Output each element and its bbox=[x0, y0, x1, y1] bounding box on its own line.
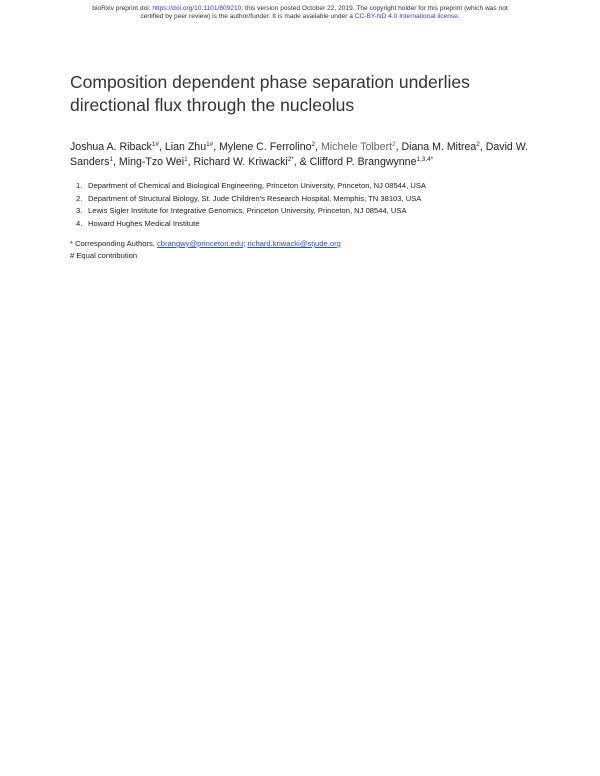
author bbox=[219, 141, 321, 153]
author-name: Lian Zhu bbox=[164, 141, 207, 153]
author-separator: , bbox=[213, 141, 220, 153]
affiliation-list bbox=[70, 180, 550, 230]
affiliation-number: 1. bbox=[76, 181, 83, 190]
author bbox=[165, 141, 219, 153]
email-link-kriwacki[interactable]: richard.kriwacki@stjude.org bbox=[247, 239, 341, 248]
author-name: Richard W. Kriwacki bbox=[193, 155, 288, 168]
equal-contribution-note: # Equal contribution bbox=[70, 251, 138, 261]
author-separator: , bbox=[479, 141, 486, 153]
author-name: Diana M. Mitrea bbox=[401, 141, 477, 153]
affiliation-text: Department of Chemical and Biological Engineering, Princeton University, Princeton, NJ 08544, USA bbox=[88, 181, 426, 190]
author-name: Michele Tolbert bbox=[320, 141, 393, 153]
author-separator: , bbox=[158, 141, 165, 153]
affiliation-number: 2. bbox=[76, 193, 83, 203]
author-separator: , bbox=[315, 141, 321, 153]
email-separator: ; bbox=[243, 239, 248, 248]
affiliation-number: 4. bbox=[76, 218, 83, 228]
author-name: Clifford P. Brangwynne bbox=[309, 155, 417, 168]
author-separator: , bbox=[395, 141, 402, 153]
affiliation-text: Lewis Sigler Institute for Integrative Genomics, Princeton University, Princeton, NJ 08544, USA bbox=[88, 206, 407, 216]
author-separator: , & bbox=[293, 155, 310, 168]
affiliation-item bbox=[70, 218, 550, 231]
author-affiliation-marker: 2* bbox=[287, 155, 294, 163]
affiliation-item bbox=[70, 180, 550, 193]
author-separator: , bbox=[113, 155, 119, 168]
author bbox=[402, 141, 486, 153]
correspondence-block bbox=[70, 238, 550, 263]
preprint-notice-line-2 bbox=[40, 13, 560, 21]
corresponding-label: * Corresponding Authors, bbox=[70, 239, 157, 248]
author-name: David W. Sanders bbox=[70, 141, 529, 168]
author-name: Ming-Tzo Wei bbox=[118, 155, 185, 168]
notice-license-prefix: certified by peer review) is the author/funder. It is made available under a bbox=[140, 13, 355, 21]
license-link[interactable]: CC-BY-ND 4.0 International license bbox=[354, 13, 458, 21]
author bbox=[194, 156, 310, 168]
author bbox=[119, 156, 194, 168]
author-affiliation-marker: 2 bbox=[311, 141, 316, 148]
author-affiliation-marker: 1 bbox=[184, 155, 188, 163]
author-affiliation-marker: 2 bbox=[476, 141, 480, 148]
author-separator: , bbox=[187, 155, 194, 168]
email-link-brangwynne[interactable]: cbrangwy@princeton.edu bbox=[156, 239, 244, 248]
doi-link[interactable]: https://doi.org/10.1101/809210 bbox=[152, 5, 242, 12]
notice-prefix: bioRxiv preprint doi: bbox=[92, 5, 153, 12]
affiliation-item bbox=[70, 193, 550, 206]
author bbox=[321, 141, 396, 153]
author bbox=[70, 141, 165, 153]
author-affiliation-marker: 1# bbox=[206, 141, 214, 148]
corresponding-authors-line bbox=[70, 238, 550, 250]
author-affiliation-marker: 1 bbox=[109, 155, 114, 163]
notice-suffix: . this version posted October 22, 2019. The copyright holder for this preprint (which was not bbox=[241, 5, 508, 12]
author-name: Mylene C. Ferrolino bbox=[219, 141, 312, 153]
author-affiliation-marker: 1,3,4* bbox=[416, 155, 434, 163]
author-affiliation-marker: 2 bbox=[392, 141, 396, 148]
affiliation-text: Department of Structural Biology, St. Jude Children's Research Hospital, Memphis, TN 38103, USA bbox=[88, 193, 422, 203]
affiliation-text: Howard Hughes Medical Institute bbox=[88, 218, 200, 228]
author-affiliation-marker: 1# bbox=[151, 141, 159, 148]
paper-title: Composition dependent phase separation underlies directional flux through the nucleolus bbox=[70, 72, 470, 115]
author-list bbox=[70, 140, 540, 170]
author-name: Joshua A. Riback bbox=[70, 141, 152, 153]
affiliation-item bbox=[70, 205, 550, 218]
author bbox=[310, 156, 434, 168]
preprint-notice-line-1 bbox=[40, 5, 560, 13]
preprint-notice bbox=[40, 5, 560, 21]
affiliation-number: 3. bbox=[76, 206, 83, 216]
notice-license-suffix: . bbox=[457, 13, 460, 21]
